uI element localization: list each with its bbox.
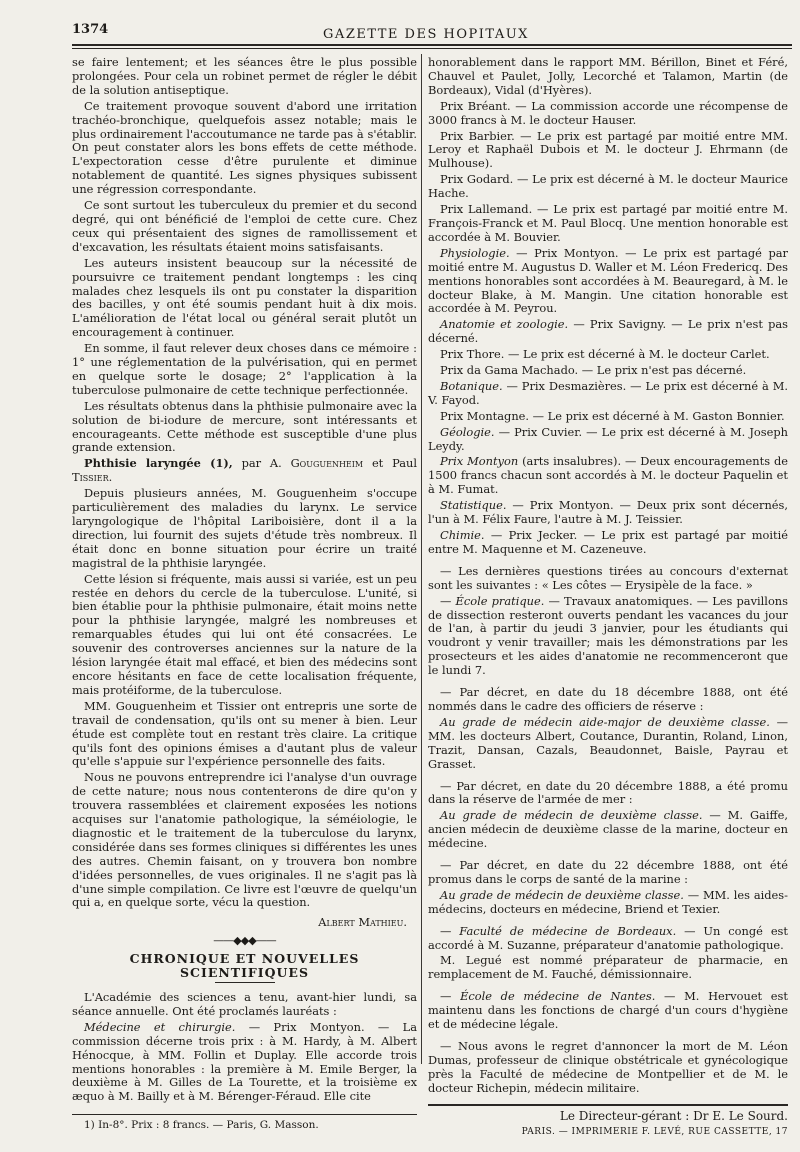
item-text: (arts insalubres). — Deux encouragements de 1500 francs chacun sont accordés à M. le docteur Paquelin et à M. Fumat. bbox=[428, 454, 788, 497]
item-text: Prix Godard. — Le prix est décerné à M. le docteur Maurice Hache. bbox=[428, 172, 788, 201]
header-rule bbox=[72, 44, 792, 46]
item-label: — École pratique. bbox=[440, 593, 545, 608]
paragraph: Les auteurs insistent beaucoup sur la nécessité de poursuivre ce traitement pendant longtemps : les cinq malades chez lesquels ils ont pu constater la disparition des bacilles, y ont été soumis pendant huit à dix mois. L'amélioration de l'état local ou général serait plutôt un encouragement à continuer. bbox=[72, 255, 417, 340]
list-item bbox=[428, 809, 788, 851]
item-text: Prix da Gama Machado. — Le prix n'est pas décerné. bbox=[440, 363, 747, 378]
news-list bbox=[428, 565, 788, 1096]
list-item bbox=[428, 318, 788, 346]
item-label: Géologie. bbox=[440, 424, 495, 439]
item-label: — Faculté de médecine de Bordeaux. bbox=[440, 923, 677, 938]
list-item bbox=[428, 499, 788, 527]
footnote-rule bbox=[72, 1114, 417, 1115]
list-item bbox=[428, 455, 788, 497]
paragraph: Nous ne pouvons entreprendre ici l'analyse d'un ouvrage de cette nature; nous nous contenterons de dire qu'on y trouvera rassemblées et clairement exposées les notions acquises sur l'anatomie pathologique, la séméiologie, le diagnostic et le traitement de la tuberculose du larynx, considérée dans ses formes cliniques si différentes les unes des autres. Chemin faisant, on y trouvera bon nombre d'idées personnelles, de vues originales. Il ne s'agit pas là d'une simple compilation. Ce livre est l'œuvre de quelqu'un qui a, en quelque sorte, vécu la question. bbox=[72, 770, 417, 910]
paragraph: Ce sont surtout les tuberculeux du premier et du second degré, qui ont bénéficié de l'emploi de cette cure. Chez ceux qui présentaient des signes de ramollissement et d'excavation, les résultats étaient moins satisfaisants. bbox=[72, 198, 417, 254]
paragraph: L'Académie des sciences a tenu, avant-hier lundi, sa séance annuelle. Ont été proclamés lauréats : bbox=[72, 990, 417, 1018]
list-item bbox=[428, 954, 788, 982]
item-label: Au grade de médecin de deuxième classe. bbox=[440, 887, 684, 902]
list-item bbox=[428, 925, 788, 953]
footnote: 1) In-8°. Prix : 8 francs. — Paris, G. Masson. bbox=[84, 1119, 319, 1132]
article-authors-mid: et Paul bbox=[371, 456, 417, 471]
right-column bbox=[428, 56, 788, 1141]
item-text: — Prix Jecker. — Le prix est partagé par moitié entre M. Maquenne et M. Cazeneuve. bbox=[428, 528, 788, 556]
item-text: — Par décret, en date du 20 décembre 1888, a été promu dans la réserve de l'armée de mer : bbox=[428, 778, 788, 807]
item-text: — Par décret, en date du 18 décembre 1888, ont été nommés dans le cadre des officiers de réserve : bbox=[428, 685, 788, 713]
left-column bbox=[72, 56, 417, 1135]
list-item bbox=[428, 565, 788, 593]
item-text: Prix Bréant. — La commission accorde une récompense de 3000 francs à M. le docteur Hauser. bbox=[428, 98, 788, 127]
section-ornament: ——◆◆◆—— bbox=[213, 934, 276, 948]
paragraph: se faire lentement; et les séances être le plus possible prolongées. Pour cela un robinet permet de régler le débit de la solution antiseptique. bbox=[72, 55, 417, 97]
article-heading: Phthisie laryngée (1), par A. Gouguenheim et Paul Tissier. bbox=[72, 456, 417, 485]
item-label: Prix Montyon bbox=[440, 454, 519, 469]
article-signature: Albert Mathieu. bbox=[318, 915, 407, 930]
list-item bbox=[428, 1040, 788, 1096]
list-item bbox=[428, 716, 788, 772]
paragraph: Cette lésion si fréquente, mais aussi si variée, est un peu restée en dehors du cercle de la tuberculose. L'unité, si bien établie pour la phthisie pulmonaire, était moins nette pour la phthisie laryngée, malgré les nombreuses et remarquables études qui lui ont été consacrées. Le souvenir des controverses anciennes sur la nature de la lésion laryngée était mal effacé, et bien des médecins sont encore hésitants en face de cette localisation fréquente, mais protéiforme, de la tuberculose. bbox=[72, 571, 417, 697]
item-text: — Travaux anatomiques. — Les pavillons de dissection resteront ouverts pendant les vacances du jour de l'an, à partir du jeudi 3 janvier, pour les étudiants qui voudront y venir travailler; mais les démonstrations par les prosecteurs et les aides d'anatomie ne recommenceront que le lundi 7. bbox=[428, 593, 788, 678]
item-text: — Les dernières questions tirées au concours d'externat sont les suivantes : « Les côtes — Erysipèle de la face. » bbox=[428, 563, 788, 592]
list-item bbox=[428, 130, 788, 172]
list-item bbox=[428, 203, 788, 245]
list-item bbox=[428, 859, 788, 887]
header-rule-thin bbox=[72, 48, 792, 49]
paragraph bbox=[72, 1021, 417, 1104]
page-number: 1374 bbox=[72, 22, 109, 37]
item-text: M. Legué est nommé préparateur de pharmacie, en remplacement de M. Fauché, démissionnaire. bbox=[428, 953, 788, 982]
item-text: — Prix Desmazières. — Le prix est décerné à M. V. Fayod. bbox=[428, 378, 789, 407]
item-text: — MM. les docteurs Albert, Coutance, Durantin, Roland, Linon, Trazit, Dansan, Cazals, Beaudonnet, Baisle, Payrau et Grasset. bbox=[428, 714, 789, 771]
list-item bbox=[428, 529, 788, 557]
item-text: — Un congé est accordé à M. Suzanne, préparateur d'anatomie pathologique. bbox=[428, 923, 788, 952]
item-text: — M. Hervouet est maintenu dans les fonctions de chargé d'un cours d'hygiène et de médecine légale. bbox=[428, 989, 788, 1032]
list-item bbox=[428, 100, 788, 128]
item-text: — Nous avons le regret d'annoncer la mort de M. Léon Dumas, professeur de clinique obstétricale et gynécologique près la Faculté de médecine de Montpellier et de M. le docteur Richepin, médecin militaire. bbox=[428, 1039, 788, 1095]
article-author: Gouguenheim bbox=[290, 456, 364, 471]
item-text: — Prix Montyon. — Deux prix sont décernés, l'un à M. Félix Faure, l'autre à M. J. Teissier. bbox=[428, 498, 788, 527]
list-item bbox=[428, 889, 788, 917]
article-authors-prefix: par A. bbox=[241, 456, 282, 471]
item-text: — Prix Montyon. — Le prix est partagé par moitié entre M. Augustus D. Waller et M. Léon Fredericq. Des mentions honorables sont accordées à M. Beauregard, à M. le docteur Blake, à M. Mangin. Une citation honorable est accordée à M. Peyrou. bbox=[428, 245, 788, 316]
item-label: Médecine et chirurgie. bbox=[84, 1019, 236, 1034]
column-divider bbox=[421, 54, 422, 1064]
list-item bbox=[428, 595, 788, 678]
item-text: Prix Barbier. — Le prix est partagé par moitié entre MM. Leroy et Raphaël Dubois et M. le docteur J. Ehrmann (de Mulhouse). bbox=[428, 128, 788, 171]
item-text: — MM. les aides-médecins, docteurs en médecine, Briend et Texier. bbox=[428, 887, 788, 916]
list-item bbox=[428, 380, 788, 408]
item-label: — École de médecine de Nantes. bbox=[440, 989, 656, 1004]
list-item bbox=[428, 348, 788, 362]
item-label: Au grade de médecin de deuxième classe. bbox=[440, 808, 703, 823]
printer-imprint: PARIS. — IMPRIMERIE F. LEVÉ, RUE CASSETTE, 17 bbox=[521, 1126, 788, 1137]
item-text: — Par décret, en date du 22 décembre 1888, ont été promus dans le corps de santé de la marine : bbox=[428, 858, 788, 886]
list-item bbox=[428, 364, 788, 378]
article-title: Phthisie laryngée (1), bbox=[84, 456, 233, 471]
list-item bbox=[428, 686, 788, 714]
page-header bbox=[54, 22, 798, 46]
section-title: CHRONIQUE ET NOUVELLES SCIENTIFIQUES bbox=[129, 951, 360, 981]
list-item bbox=[428, 410, 788, 424]
list-item bbox=[428, 56, 788, 98]
item-text: — M. Gaiffe, ancien médecin de deuxième classe de la marine, docteur en médecine. bbox=[428, 808, 788, 851]
paragraph: Depuis plusieurs années, M. Gouguenheim s'occupe particulièrement des maladies du larynx. Le service laryngologique de l'hôpital Lariboisière, dont il a la direction, lui fournit des sujets d'étude très nombreux. Il était donc en bonne situation pour écrire un traité magistral de la phthisie laryngée. bbox=[72, 486, 417, 570]
list-item bbox=[428, 173, 788, 201]
item-label: Botanique. bbox=[440, 378, 503, 393]
director-line: Le Directeur-gérant : Dr E. Le Sourd. bbox=[559, 1108, 788, 1123]
item-text: — Prix Savigny. — Le prix n'est pas décerné. bbox=[428, 317, 789, 346]
item-text: Prix Thore. — Le prix est décerné à M. le docteur Carlet. bbox=[440, 347, 770, 362]
item-text: Prix Montagne. — Le prix est décerné à M. Gaston Bonnier. bbox=[440, 408, 785, 423]
item-label: Chimie. bbox=[440, 528, 485, 542]
prize-list bbox=[428, 56, 788, 557]
running-title: GAZETTE DES HOPITAUX bbox=[323, 27, 529, 42]
paragraph: Les résultats obtenus dans la phthisie pulmonaire avec la solution de bi-iodure de mercure, sont intéressants et encourageants. Cette méthode est susceptible d'une plus grande extension. bbox=[72, 398, 417, 455]
item-text: honorablement dans le rapport MM. Bérillon, Binet et Féré, Chauvel et Paulet, Jolly, Lecorché et Talamon, Martin (de Bordeaux), Vidal (d'Hyères). bbox=[428, 55, 788, 97]
list-item bbox=[428, 990, 788, 1032]
item-label: Statistique. bbox=[440, 498, 507, 513]
section-rule bbox=[215, 982, 275, 983]
item-text: — Prix Cuvier. — Le prix est décerné à M. Joseph Leydy. bbox=[428, 424, 788, 453]
item-text: Prix Lallemand. — Le prix est partagé par moitié entre M. François-Franck et M. Paul Blocq. Une mention honorable est accordée à M. Bouvier. bbox=[428, 202, 788, 244]
paragraph: Ce traitement provoque souvent d'abord une irritation trachéo-bronchique, quelquefois assez notable; mais le plus ordinairement l'accoutumance ne tarde pas à s'établir. On peut constater alors les bons effets de cette méthode. L'expectoration cesse d'être purulente et diminue notablement de quantité. Les signes physiques subissent une régression correspondante. bbox=[72, 98, 417, 197]
list-item bbox=[428, 780, 788, 808]
article-author: Tissier bbox=[72, 470, 109, 485]
gerant-rule bbox=[428, 1104, 788, 1106]
item-label: Au grade de médecin aide-major de deuxième classe. bbox=[440, 714, 770, 729]
list-item bbox=[428, 426, 788, 454]
item-label: Anatomie et zoologie. bbox=[440, 317, 569, 332]
item-text: — Prix Montyon. — La commission décerne trois prix : à M. Hardy, à M. Albert Hénocque, à MM. Follin et Duplay. Elle accorde trois mentions honorables : la première à M. Emile Berger, la deuxième à M. Gilles de La Tourette, et la troisième ex æquo à M. Bailly et à M. Bérenger-Féraud. Elle cite bbox=[72, 1019, 418, 1104]
paragraph: En somme, il faut relever deux choses dans ce mémoire : 1° une réglementation de la pulvérisation, qui en permet en quelque sorte le dosage; 2° l'application à la tuberculose pulmonaire de cette technique perfectionnée. bbox=[72, 341, 417, 397]
list-item bbox=[428, 247, 788, 317]
paragraph: MM. Gouguenheim et Tissier ont entrepris une sorte de travail de condensation, qu'ils ont su mener à bien. Leur étude est complète tout en restant très claire. La critique qu'ils font des opinions émises a d'autant plus de valeur qu'elle s'appuie sur l'expérience personnelle des faits. bbox=[72, 698, 417, 769]
item-label: Physiologie. bbox=[440, 245, 510, 260]
